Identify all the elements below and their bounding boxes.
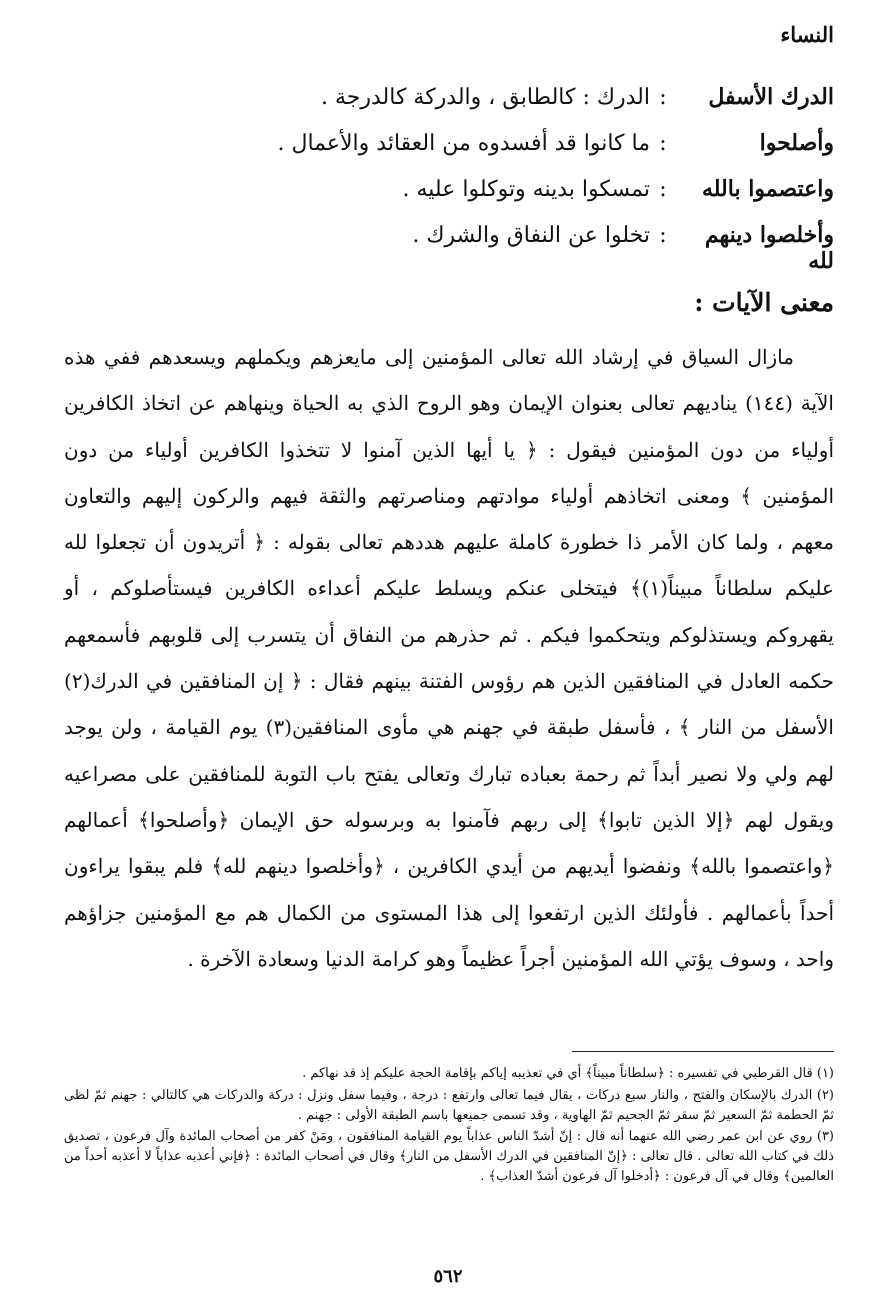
glossary-term: وأصلحوا	[759, 130, 834, 156]
glossary-row	[64, 222, 834, 274]
main-text	[64, 334, 834, 982]
glossary-definition: ما كانوا قد أفسدوه من العقائد والأعمال .	[277, 131, 650, 156]
glossary-list	[64, 84, 834, 274]
surah-name-header: النساء	[780, 22, 834, 47]
body-paragraph: مازال السياق في إرشاد الله تعالى المؤمنين إلى مايعزهم ويكملهم ويسعدهم ففي هذه الآية (١٤٤) يناديهم تعالى بعنوان الإيمان وهو الروح الذي به الحياة وينهاهم عن اتخاذ الكافرين أولياء من دون المؤمنين فيقول : ﴿ يا أيها الذين آمنوا لا تتخذوا الكافرين أولياء من دون المؤمنين ﴾ ومعنى اتخاذهم أولياء موادتهم ومناصرتهم والثقة فيهم والركون إليهم والتعاون معهم ، ولما كان الأمر ذا خطورة كاملة عليهم هددهم تعالى بقوله : ﴿ أتريدون أن تجعلوا لله عليكم سلطاناً مبيناً(١)﴾ فيتخلى عنكم ويسلط عليكم أعداءه الكافرين فيستأصلوكم ، أو يقهروكم ويستذلوكم ويتحكموا فيكم . ثم حذرهم من النفاق أن يتسرب إلى قلوبهم فأسمعهم حكمه العادل في المنافقين الذين هم رؤوس الفتنة بينهم فقال : ﴿ إن المنافقين في الدرك(٢) الأسفل من النار ﴾ ، فأسفل طبقة في جهنم هي مأوى المنافقين(٣) يوم القيامة ، ولن يوجد لهم ولي ولا نصير أبداً ثم رحمة بعباده تبارك وتعالى يفتح باب التوبة للمنافقين على مصراعيه ويقول لهم ﴿إلا الذين تابوا﴾ إلى ربهم فآمنوا به وبرسوله حق الإيمان ﴿وأصلحوا﴾ أعمالهم ﴿واعتصموا بالله﴾ ونفضوا أيديهم من أيدي الكافرين ، ﴿وأخلصوا دينهم لله﴾ فلم يبقوا يراءون أحداً بأعمالهم . فأولئك الذين ارتفعوا إلى هذا المستوى من الكمال هم مع المؤمنين جزاؤهم واحد ، وسوف يؤتي الله المؤمنين أجراً عظيماً وهو كرامة الدنيا وسعادة الآخرة .	[64, 345, 834, 971]
footnotes-list	[64, 1064, 834, 1189]
glossary-separator: :	[659, 177, 667, 202]
footnote: (٣) روي عن ابن عمر رضي الله عنهما أنه قال : إنّ أشدّ الناس عذاباً يوم القيامة المنافقون ، ومَنْ كفر من أصحاب المائدة وآل فرعون ، تصديق ذلك في كتاب الله تعالى . قال تعالى : ﴿إنّ المنافقين في الدرك الأسفل من النار﴾ وقال في أصحاب المائدة : ﴿فإني أعذبه عذاباً لا أعذبه أحداً من العالمين﴾ وقال في آل فرعون : ﴿أدخلوا آل فرعون أشدّ العذاب﴾ .	[64, 1129, 834, 1184]
glossary-separator: :	[659, 131, 667, 156]
glossary-row	[64, 130, 834, 176]
footnote: (٢) الدرك بالإسكان والفتح ، والنار سبع دركات ، يقال فيما تعالى وارتفع : درجة ، وفيما سفل ونزل : دركة والدركات هي كالتالي : جهنم ثمّ لظى ثمّ الحطمة ثمّ السعير ثمّ سقر ثمّ الجحيم ثمّ الهاوية ، وقد تسمى جميعها باسم الطبقة الأولى : جهنم .	[64, 1087, 834, 1123]
glossary-definition: الدرك : كالطابق ، والدركة كالدرجة .	[320, 85, 650, 110]
glossary-definition: تمسكوا بدينه وتوكلوا عليه .	[402, 177, 650, 202]
section-title: معنى الآيات :	[694, 288, 834, 317]
glossary-row	[64, 84, 834, 130]
page-number: ٥٦٢	[433, 1266, 463, 1287]
glossary-separator: :	[659, 85, 667, 110]
glossary-row	[64, 176, 834, 222]
glossary-term: الدرك الأسفل	[708, 84, 834, 110]
glossary-separator: :	[659, 223, 667, 248]
glossary-term: واعتصموا بالله	[701, 176, 834, 202]
footnote-divider	[572, 1051, 834, 1052]
footnote: (١) قال القرطبي في تفسيره : ﴿سلطاناً مبيناً﴾ أي في تعذيبه إياكم بإقامة الحجة عليكم إذ قد نهاكم .	[302, 1066, 834, 1081]
glossary-definition: تخلوا عن النفاق والشرك .	[412, 223, 650, 248]
glossary-term: وأخلصوا دينهم لله	[704, 222, 834, 274]
